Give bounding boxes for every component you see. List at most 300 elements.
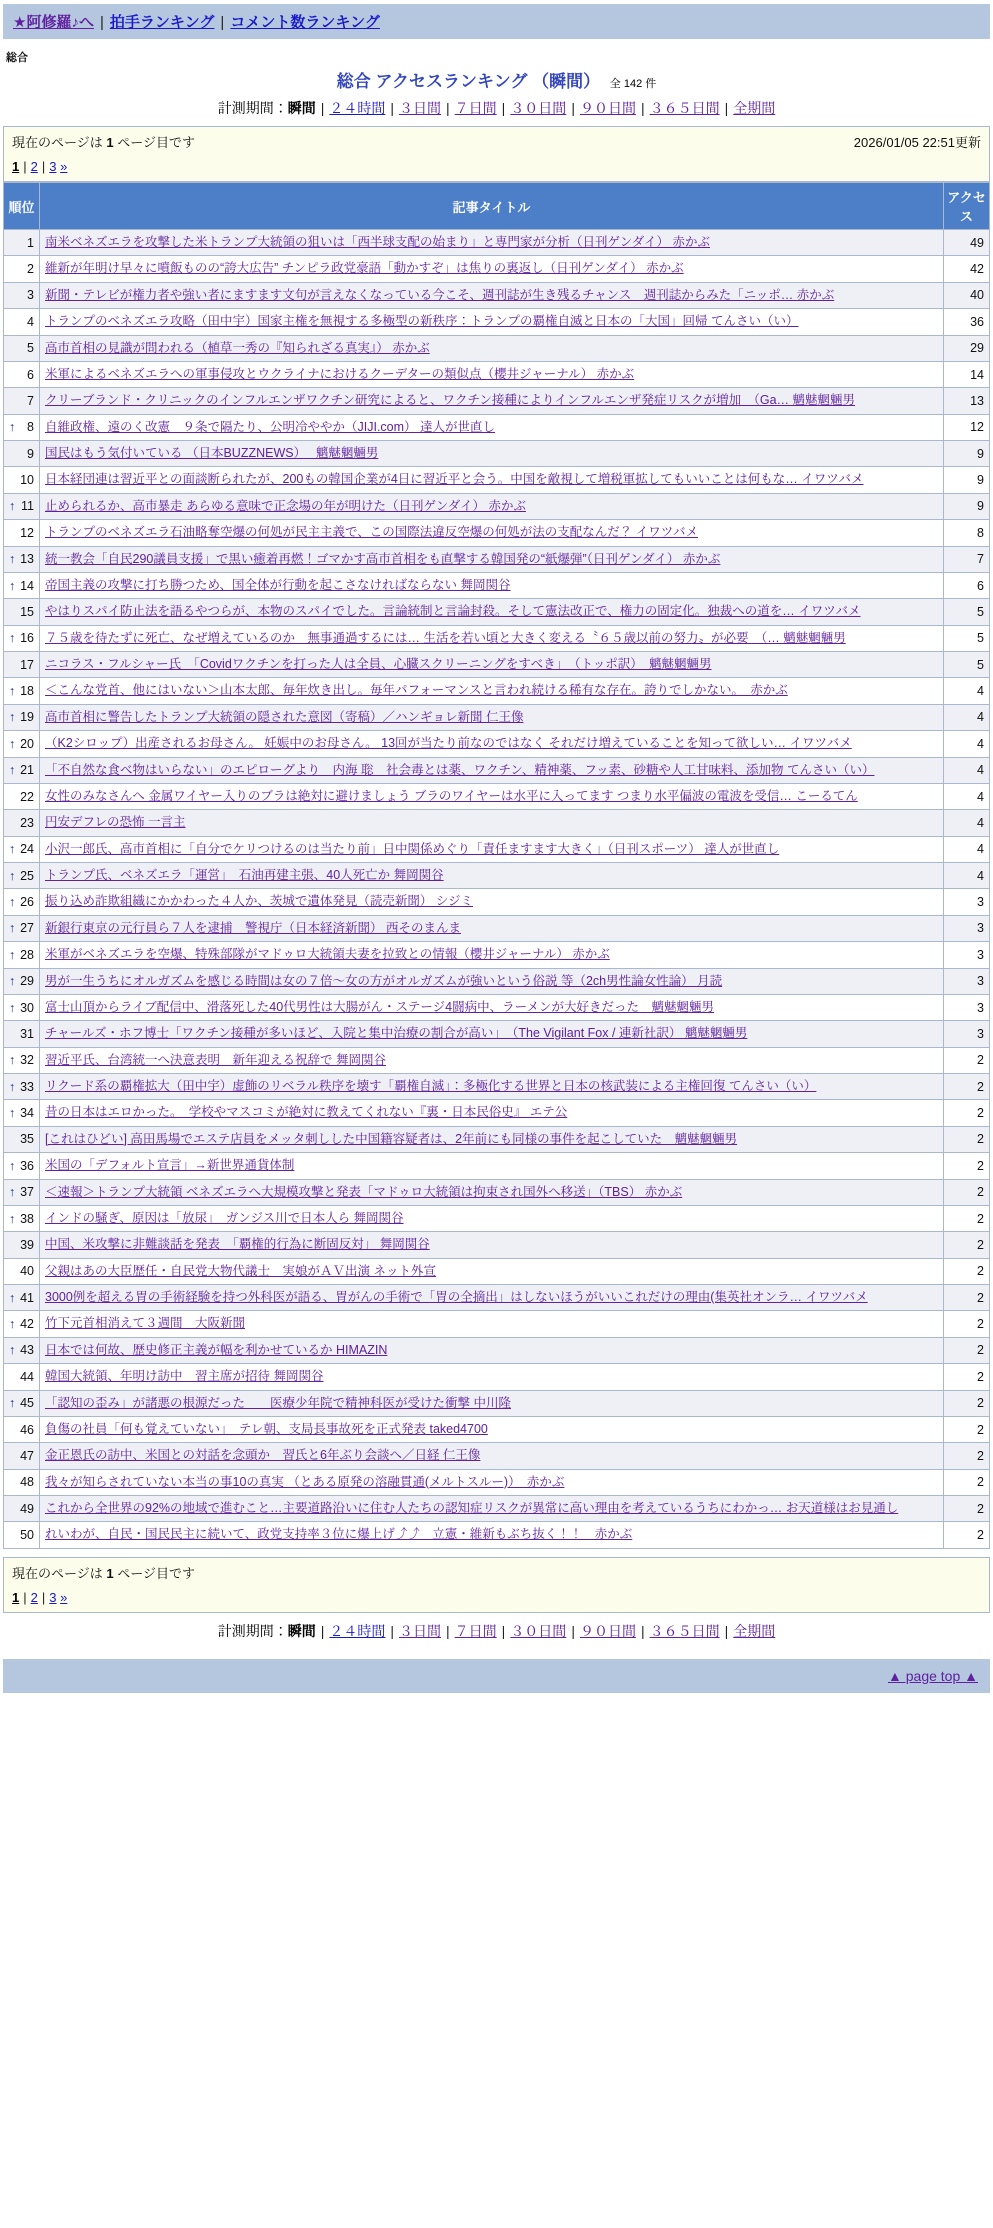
rank-number: 1 <box>27 235 34 250</box>
title-cell <box>40 1522 944 1548</box>
rank-cell <box>4 309 40 335</box>
access-count: 13 <box>944 388 990 414</box>
updated-timestamp: 2026/01/05 22:51更新 <box>853 135 981 150</box>
separator: | <box>446 100 450 116</box>
pagination-band-bottom <box>3 1557 990 1613</box>
period-link[interactable]: ７日間 <box>454 1622 497 1639</box>
rank-number: 2 <box>27 262 34 277</box>
current-page-text: 現在のページは 1 ページ目です <box>12 135 195 150</box>
article-link[interactable]: 新聞・テレビが権力者や強い者にますます文句が言えなくなっている今こそ、週刊誌が生き残るチャンス 週刊誌からみた「ニッポ… 赤かぶ <box>45 287 835 302</box>
title-cell <box>40 1126 944 1152</box>
access-count: 2 <box>944 1153 990 1179</box>
article-link[interactable]: 国民はもう気付いている （日本BUZZNEWS） 魑魅魍魎男 <box>45 446 379 460</box>
page-title-line <box>0 67 993 92</box>
rank-up-icon: ↑ <box>9 1000 16 1015</box>
title-cell <box>40 1390 944 1416</box>
title-cell <box>40 546 944 572</box>
rank-number: 19 <box>20 710 34 725</box>
period-current: 瞬間 <box>287 100 316 116</box>
table-row <box>4 731 990 757</box>
article-link[interactable]: ＜こんな党首、他にはいない＞山本太郎、毎年炊き出し。毎年パフォーマンスと言われ続ける稀有な存在。誇りでしかない。 赤かぶ <box>45 683 788 698</box>
article-link[interactable]: 3000例を超える胃の手術経験を持つ外科医が語る、胃がんの手術で「胃の全摘出」はしないほうがいいこれだけの理由(集英社オンラ… イワツバメ <box>45 1290 868 1304</box>
separator: | <box>320 100 325 116</box>
rank-number: 42 <box>20 1317 34 1332</box>
period-link[interactable]: 全期間 <box>733 1622 776 1639</box>
access-count: 2 <box>944 1285 990 1311</box>
rank-cell <box>4 1232 40 1258</box>
rank-number: 46 <box>20 1422 34 1437</box>
separator: | <box>724 100 729 116</box>
article-link[interactable]: トランプ氏、ベネズエラ「運営」 石油再建主張、40人死亡か 舞岡関谷 <box>45 868 444 882</box>
title-cell <box>40 810 944 836</box>
title-cell <box>40 282 944 308</box>
rank-cell <box>4 1496 40 1522</box>
article-link[interactable]: 高市首相に警告したトランプ大統領の隠された意図（寄稿）／ハンギョレ新聞 仁王像 <box>45 709 524 724</box>
title-cell <box>40 757 944 783</box>
access-count: 2 <box>944 1311 990 1337</box>
rank-cell <box>4 1443 40 1469</box>
separator: | <box>640 100 645 116</box>
rank-cell <box>4 1126 40 1152</box>
access-count: 6 <box>944 572 990 598</box>
title-cell <box>40 1258 944 1284</box>
article-link[interactable]: 男が一生うちにオルガズムを感じる時間は女の７倍〜女の方がオルガズムが強いという俗説 等（2ch男性論女性論） 月読 <box>45 973 723 988</box>
separator: | <box>571 100 575 116</box>
rank-cell <box>4 1047 40 1073</box>
table-row <box>4 1416 990 1442</box>
rank-cell <box>4 968 40 994</box>
rank-up-icon: ↑ <box>9 710 16 725</box>
page-link[interactable]: 2 <box>30 1589 38 1605</box>
article-link[interactable]: トランプのベネズエラ攻略（田中宇）国家主権を無視する多極型の新秩序：トランプの覇権自滅と日本の「大国」回帰 てんさい（い） <box>45 314 799 329</box>
table-row <box>4 1496 990 1522</box>
separator: | <box>320 1622 325 1639</box>
separator: | <box>220 14 225 31</box>
title-cell <box>40 836 944 862</box>
separator: | <box>41 1589 46 1605</box>
title-cell <box>40 230 944 256</box>
article-link[interactable]: 米国の「デフォルト宣言」→新世界通貨体制 <box>45 1158 295 1173</box>
rank-cell <box>4 572 40 598</box>
period-link[interactable]: ２４時間 <box>329 100 386 116</box>
separator: | <box>501 100 506 116</box>
table-row <box>4 1258 990 1284</box>
table-row <box>4 942 990 968</box>
article-link[interactable]: 金正恩氏の訪中、米国との対話を念頭か 習氏と6年ぶり会談へ／日経 仁王像 <box>45 1448 481 1463</box>
page-links-top <box>12 159 981 174</box>
article-link[interactable]: 米軍によるベネズエラへの軍事侵攻とウクライナにおけるクーデターの類似点（櫻井ジャーナル） 赤かぶ <box>45 366 635 381</box>
access-count: 2 <box>944 1179 990 1205</box>
rank-cell <box>4 625 40 651</box>
rank-number: 28 <box>20 947 34 962</box>
rank-number: 3 <box>27 288 34 303</box>
access-column-header: アクセス <box>944 183 990 230</box>
title-cell <box>40 1205 944 1231</box>
title-cell <box>40 1337 944 1363</box>
title-cell <box>40 863 944 889</box>
table-row <box>4 889 990 915</box>
title-cell <box>40 968 944 994</box>
rank-number: 12 <box>20 525 34 540</box>
rank-up-icon: ↑ <box>9 1343 16 1358</box>
current-page-text: 現在のページは 1 ページ目です <box>12 1565 195 1581</box>
site-nav-bar <box>3 4 990 39</box>
title-cell <box>40 441 944 467</box>
access-count: 2 <box>944 1496 990 1522</box>
table-row <box>4 1047 990 1073</box>
title-cell <box>40 1232 944 1258</box>
access-count: 2 <box>944 1258 990 1284</box>
table-row <box>4 678 990 704</box>
table-row <box>4 493 990 519</box>
rank-number: 17 <box>20 657 34 672</box>
rank-up-icon: ↑ <box>9 868 16 883</box>
title-cell <box>40 889 944 915</box>
access-count: 3 <box>944 968 990 994</box>
access-count: 4 <box>944 783 990 809</box>
article-link[interactable]: 韓国大統領、年明け訪中 習主席が招待 舞岡関谷 <box>45 1369 324 1384</box>
access-count: 3 <box>944 915 990 941</box>
period-nav-top <box>0 98 993 118</box>
article-link[interactable]: 竹下元首相消えて３週間 大阪新聞 <box>45 1316 246 1331</box>
rank-cell <box>4 1364 40 1390</box>
rank-cell <box>4 863 40 889</box>
rank-cell <box>4 441 40 467</box>
article-link[interactable]: 維新が年明け早々に噴飯ものの“誇大広告” チンピラ政党豪語「動かすぞ」は焦りの裏返し（日刊ゲンダイ） 赤かぶ <box>45 261 684 276</box>
access-count: 3 <box>944 1021 990 1047</box>
separator: | <box>23 1589 27 1605</box>
access-count: 4 <box>944 731 990 757</box>
rank-number: 48 <box>20 1475 34 1490</box>
title-cell <box>40 678 944 704</box>
page-link[interactable]: 1 <box>12 159 20 174</box>
period-link[interactable]: ３０日間 <box>510 1622 567 1639</box>
table-row <box>4 757 990 783</box>
article-link[interactable]: 昔の日本はエロかった。 学校やマスコミが絶対に教えてくれない『裏・日本民俗史』 エテ公 <box>45 1105 568 1120</box>
article-link[interactable]: トランプのベネズエラ石油略奪空爆の何処が民主主義で、この国際法違反空爆の何処が法の支配なんだ？ イワツバメ <box>45 525 698 540</box>
page-title: 総合 アクセスランキング （瞬間） <box>336 72 601 91</box>
article-link[interactable]: クリーブランド・クリニックのインフルエンザワクチン研究によると、ワクチン接種によりインフルエンザ発症リスクが増加 （Ga… 魑魅魍魎男 <box>45 393 856 408</box>
rank-cell <box>4 1179 40 1205</box>
title-cell <box>40 361 944 387</box>
table-row <box>4 361 990 387</box>
rank-cell <box>4 1337 40 1363</box>
rank-cell <box>4 1074 40 1100</box>
rank-up-icon: ↑ <box>9 1185 16 1200</box>
category-label: 総合 <box>6 52 28 64</box>
period-link[interactable]: ３６５日間 <box>649 100 720 116</box>
rank-number: 31 <box>20 1026 34 1041</box>
period-link[interactable]: ９０日間 <box>579 1622 636 1639</box>
rank-cell <box>4 994 40 1020</box>
site-nav-link[interactable]: 拍手ランキング <box>109 14 215 31</box>
table-row <box>4 309 990 335</box>
period-link[interactable]: ２４時間 <box>329 1622 386 1639</box>
period-link[interactable]: ９０日間 <box>579 100 636 116</box>
page-link[interactable]: 3 <box>49 159 57 174</box>
article-link[interactable]: リクード系の覇権拡大（田中宇）虚飾のリベラル秩序を壊す「覇権自滅」：多極化する世界と日本の核武装による主権回復 てんさい（い） <box>45 1079 817 1093</box>
rank-number: 35 <box>20 1132 34 1147</box>
rank-number: 7 <box>27 393 34 408</box>
article-link[interactable]: 高市首相の見識が問われる（植草一秀の『知られざる真実』） 赤かぶ <box>45 340 430 355</box>
access-count: 4 <box>944 757 990 783</box>
separator: | <box>41 159 46 174</box>
rank-number: 18 <box>20 684 34 699</box>
table-row <box>4 652 990 678</box>
table-row <box>4 256 990 282</box>
access-count: 4 <box>944 810 990 836</box>
article-link[interactable]: 「認知の歪み」が諸悪の根源だった ＿医療少年院で精神科医が受けた衝撃 中川隆 <box>45 1395 511 1410</box>
table-row <box>4 1153 990 1179</box>
rank-up-icon: ↑ <box>9 763 16 778</box>
table-row <box>4 863 990 889</box>
title-cell <box>40 1285 944 1311</box>
access-count: 2 <box>944 1469 990 1495</box>
page-top-link[interactable]: ▲ page top ▲ <box>888 1667 978 1684</box>
article-link[interactable]: 父親はあの大臣歴任・自民党大物代議士 実娘がＡＶ出演 ネット外宣 <box>45 1263 436 1278</box>
access-count: 2 <box>944 1205 990 1231</box>
rank-cell <box>4 1469 40 1495</box>
article-link[interactable]: ７５歳を待たずに死亡、なぜ増えているのか 無事通過するには… 生活を若い頃と大きく変える〝６５歳以前の努力〟が必要 （… 魑魅魍魎男 <box>45 630 846 645</box>
rank-up-icon: ↑ <box>9 895 16 910</box>
rank-number: 34 <box>20 1106 34 1121</box>
title-cell <box>40 1021 944 1047</box>
rank-cell <box>4 520 40 546</box>
rank-cell <box>4 335 40 361</box>
rank-cell <box>4 942 40 968</box>
rank-up-icon: ↑ <box>9 947 16 962</box>
rank-number: 8 <box>27 420 34 435</box>
title-cell <box>40 335 944 361</box>
rank-number: 27 <box>20 921 34 936</box>
rank-number: 29 <box>20 974 34 989</box>
article-link[interactable]: チャールズ・ホフ博士「ワクチン接種が多いほど、入院と集中治療の割合が高い」 （The Vigilant Fox / 連新社訳） 魑魅魍魎男 <box>45 1026 748 1041</box>
table-row <box>4 282 990 308</box>
rank-up-icon: ↑ <box>9 1106 16 1121</box>
table-row <box>4 1285 990 1311</box>
article-link[interactable]: 我々が知らされていない本当の事10の真実 （とある原発の溶融貫通(メルトスルー)） 赤かぶ <box>45 1474 565 1489</box>
rank-number: 4 <box>27 314 34 329</box>
article-link[interactable]: 負傷の社員「何も覚えていない」 テレ朝、支局長事故死を正式発表 taked4700 <box>45 1421 488 1436</box>
page-links-bottom <box>12 1590 981 1605</box>
separator: | <box>23 159 27 174</box>
period-nav-bottom <box>0 1621 993 1641</box>
rank-cell <box>4 704 40 730</box>
title-cell <box>40 1179 944 1205</box>
rank-up-icon: ↑ <box>9 974 16 989</box>
article-link[interactable]: 米軍がベネズエラを空爆、特殊部隊がマドゥロ大統領夫妻を拉致との情報（櫻井ジャーナル） 赤かぶ <box>45 947 610 962</box>
rank-cell <box>4 256 40 282</box>
article-link[interactable]: 南米ベネズエラを攻撃した米トランプ大統領の狙いは「西半球支配の始まり」と専門家が分析（日刊ゲンダイ） 赤かぶ <box>45 235 710 249</box>
rank-number: 21 <box>20 763 34 778</box>
table-row <box>4 520 990 546</box>
next-page-link[interactable]: » <box>60 1589 68 1605</box>
article-link[interactable]: 振り込め詐欺組織にかかわった４人か、茨城で遺体発見（読売新聞） シジミ <box>45 894 474 909</box>
rank-number: 50 <box>20 1528 34 1543</box>
period-link[interactable]: ３日間 <box>399 1622 442 1639</box>
page-link[interactable]: 2 <box>30 159 38 174</box>
next-page-link[interactable]: » <box>60 159 68 174</box>
table-row <box>4 994 990 1020</box>
rank-number: 13 <box>20 552 34 567</box>
title-cell <box>40 493 944 519</box>
access-count: 5 <box>944 652 990 678</box>
separator: | <box>571 1622 575 1639</box>
article-link[interactable]: 統一教会「自民290議員支援」で黒い癒着再燃！ゴマかす高市首相をも直撃する韓国発の“紙爆弾”（日刊ゲンダイ） 赤かぶ <box>45 551 721 566</box>
period-link[interactable]: ３６５日間 <box>649 1622 720 1639</box>
title-cell <box>40 572 944 598</box>
article-link[interactable]: 習近平氏、台湾統一へ決意表明 新年迎える祝辞で 舞岡関谷 <box>45 1052 386 1067</box>
rank-cell <box>4 889 40 915</box>
rank-cell <box>4 1285 40 1311</box>
article-link[interactable]: 女性のみなさんへ 金属ワイヤー入りのブラは絶対に避けましょう ブラのワイヤーは水平に入ってます つまり水平偏波の電波を受信… こーるてん <box>45 788 858 803</box>
period-link[interactable]: 全期間 <box>733 100 776 116</box>
rank-number: 43 <box>20 1343 34 1358</box>
site-nav-link[interactable]: ★阿修羅♪へ <box>13 14 94 31</box>
separator: | <box>390 1622 395 1639</box>
article-link[interactable]: 富士山頂からライブ配信中、滑落死した40代男性は大腸がん・ステージ4闘病中、ラーメンが大好きだった 魑魅魍魎男 <box>45 999 714 1014</box>
access-count: 5 <box>944 599 990 625</box>
rank-up-icon: ↑ <box>9 1211 16 1226</box>
article-link[interactable]: 日本では何故、歴史修正主義が幅を利かせているか HIMAZIN <box>45 1342 388 1357</box>
separator: | <box>640 1622 645 1639</box>
article-link[interactable]: ニコラス・フルシャー氏 「Covidワクチンを打った人は全員、心臓スクリーニングをすべき」 （トッポ訳） 魑魅魍魎男 <box>45 657 712 671</box>
article-link[interactable]: れいわが、自民・国民民主に続いて、政党支持率３位に爆上げ⤴⤴ 立憲・維新もぶち抜く！！ 赤かぶ <box>45 1527 633 1542</box>
rank-cell <box>4 1416 40 1442</box>
article-link[interactable]: 中国、米攻撃に非難談話を発表 「覇権的行為に断固反対」 舞岡関谷 <box>45 1237 430 1252</box>
access-count: 4 <box>944 704 990 730</box>
article-link[interactable]: 新銀行東京の元行員ら７人を逮捕 警視庁（日本経済新聞） 西そのまんま <box>45 920 461 935</box>
access-count: 2 <box>944 1074 990 1100</box>
rank-number: 45 <box>20 1396 34 1411</box>
table-row <box>4 1100 990 1126</box>
title-cell <box>40 1416 944 1442</box>
access-count: 3 <box>944 994 990 1020</box>
rank-number: 32 <box>20 1053 34 1068</box>
title-cell <box>40 414 944 440</box>
separator: | <box>501 1622 506 1639</box>
title-cell <box>40 388 944 414</box>
access-count: 3 <box>944 942 990 968</box>
title-cell <box>40 783 944 809</box>
rank-up-icon: ↑ <box>9 842 16 857</box>
access-count: 8 <box>944 520 990 546</box>
access-count: 12 <box>944 414 990 440</box>
table-row <box>4 1522 990 1548</box>
table-row <box>4 467 990 493</box>
rank-number: 20 <box>20 736 34 751</box>
rank-up-icon: ↑ <box>9 420 16 435</box>
rank-number: 26 <box>20 895 34 910</box>
rank-up-icon: ↑ <box>9 1396 16 1411</box>
rank-cell <box>4 836 40 862</box>
rank-number: 10 <box>20 473 34 488</box>
access-count: 4 <box>944 836 990 862</box>
pagination-band-top <box>3 126 990 182</box>
rank-number: 38 <box>20 1211 34 1226</box>
title-cell <box>40 1100 944 1126</box>
article-link[interactable]: ＜速報＞トランプ大統領 ベネズエラへ大規模攻撃と発表「マドゥロ大統領は拘束され国外へ移送」（TBS） 赤かぶ <box>45 1184 683 1199</box>
title-cell <box>40 652 944 678</box>
article-link[interactable]: [これはひどい] 高田馬場でエステ店員をメッタ刺しした中国籍容疑者は、2年前にも同様の事件を起こしていた 魑魅魍魎男 <box>45 1131 738 1146</box>
rank-cell <box>4 1311 40 1337</box>
article-link[interactable]: 自維政権、遠のく改憲 ９条で隔たり、公明冷ややか（JIJI.com） 達人が世直し <box>45 419 496 434</box>
article-link[interactable]: インドの騒ぎ、原因は「放尿」 ガンジス川で日本人ら 舞岡関谷 <box>45 1210 404 1225</box>
title-cell <box>40 994 944 1020</box>
access-count: 3 <box>944 889 990 915</box>
article-link[interactable]: 円安デフレの恐怖 一言主 <box>45 815 186 830</box>
table-row <box>4 546 990 572</box>
period-link[interactable]: ３日間 <box>399 100 442 116</box>
article-link[interactable]: 日本経団連は習近平との面談断られたが、200もの韓国企業が4日に習近平と会う。中国を敵視して増税軍拡してもいいことは何もな… イワツバメ <box>45 472 864 487</box>
article-link[interactable]: やはりスパイ防止法を語るやつらが、本物のスパイでした。言論統制と言論封殺。そして憲法改正で、権力の固定化。独裁への道を… イワツバメ <box>45 604 861 619</box>
site-nav-link[interactable]: コメント数ランキング <box>230 14 380 31</box>
table-row <box>4 1443 990 1469</box>
footer-bar <box>3 1659 990 1693</box>
rank-cell <box>4 361 40 387</box>
separator: | <box>390 100 395 116</box>
access-count: 49 <box>944 230 990 256</box>
ranking-table <box>3 182 990 1549</box>
rank-cell <box>4 1205 40 1231</box>
rank-cell <box>4 915 40 941</box>
article-link[interactable]: 止められるか、高市暴走 あらゆる意味で正念場の年が明けた（日刊ゲンダイ） 赤かぶ <box>45 498 526 513</box>
article-link[interactable]: （K2シロップ）出産されるお母さん。 妊娠中のお母さん。 13回が当たり前なのではなく それだけ増えていることを知って欲しい… イワツバメ <box>45 736 852 751</box>
rank-number: 15 <box>20 604 34 619</box>
rank-cell <box>4 1522 40 1548</box>
rank-cell <box>4 1100 40 1126</box>
title-cell <box>40 1364 944 1390</box>
page-link[interactable]: 3 <box>49 1589 57 1605</box>
rank-number: 41 <box>20 1290 34 1305</box>
rank-cell <box>4 493 40 519</box>
rank-number: 30 <box>20 1000 34 1015</box>
rank-up-icon: ↑ <box>9 1079 16 1094</box>
access-count: 40 <box>944 282 990 308</box>
rank-cell <box>4 282 40 308</box>
table-row <box>4 1021 990 1047</box>
rank-column-header: 順位 <box>4 183 40 230</box>
page-link[interactable]: 1 <box>12 1589 20 1605</box>
article-link[interactable]: これから全世界の92%の地域で進むこと…主要道路沿いに住む人たちの認知症リスクが異常に高い理由を考えているうちにわかっ… お天道様はお見通し <box>45 1501 899 1515</box>
separator: | <box>99 14 104 31</box>
table-row <box>4 1205 990 1231</box>
table-row <box>4 1232 990 1258</box>
rank-number: 47 <box>20 1448 34 1463</box>
rank-number: 36 <box>20 1158 34 1173</box>
rank-number: 22 <box>20 789 34 804</box>
period-link[interactable]: ３０日間 <box>510 100 567 116</box>
access-count: 14 <box>944 361 990 387</box>
article-link[interactable]: 小沢一郎氏、高市首相に「自分でケリつけるのは当たり前」日中関係めぐり「責任ますます大きく」（日刊スポーツ） 達人が世直し <box>45 841 780 856</box>
rank-number: 44 <box>20 1369 34 1384</box>
title-cell <box>40 520 944 546</box>
table-row <box>4 915 990 941</box>
article-link[interactable]: 「不自然な食べ物はいらない」のエピローグより 内海 聡 社会毒とは薬、ワクチン、精神薬、フッ素、砂糖や人工甘味料、添加物 てんさい（い） <box>45 762 875 777</box>
period-link[interactable]: ７日間 <box>454 100 497 116</box>
title-cell <box>40 942 944 968</box>
table-row <box>4 1126 990 1152</box>
access-count: 2 <box>944 1100 990 1126</box>
rank-number: 39 <box>20 1237 34 1252</box>
table-row <box>4 1469 990 1495</box>
table-row <box>4 810 990 836</box>
table-row <box>4 625 990 651</box>
article-link[interactable]: 帝国主義の攻撃に打ち勝つため、国全体が行動を起こさなければならない 舞岡関谷 <box>45 577 511 592</box>
separator: | <box>724 1622 729 1639</box>
access-count: 9 <box>944 467 990 493</box>
rank-cell <box>4 652 40 678</box>
